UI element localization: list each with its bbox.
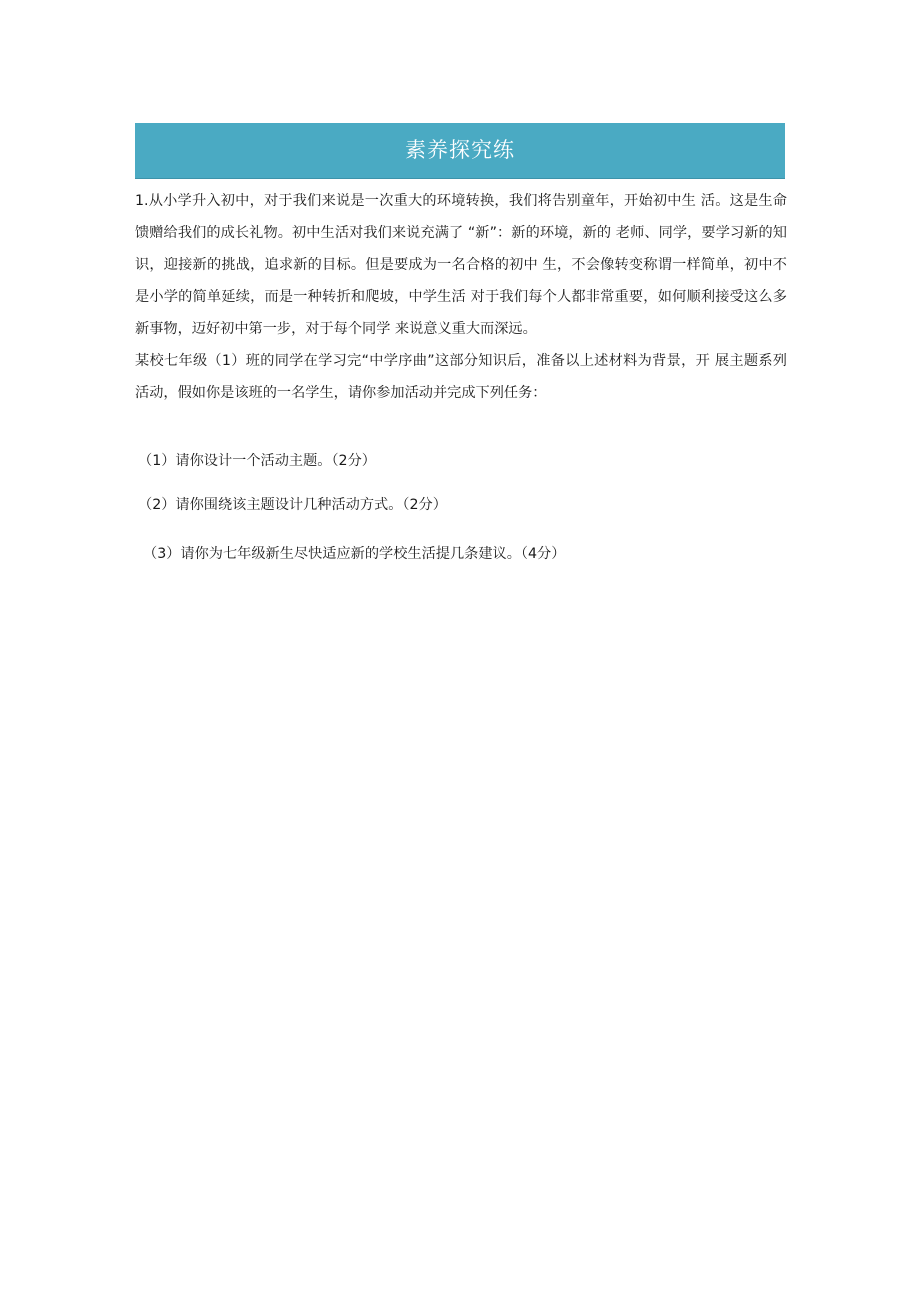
task-item-3: （3）请你为七年级新生尽快适应新的学校生活提几条建议。（4分） [143, 546, 566, 562]
task-item-2: （2）请你围绕该主题设计几种活动方式。（2分） [138, 497, 447, 513]
section-banner [135, 123, 785, 179]
question-context-paragraph: 某校七年级（1）班的同学在学习完“中学序曲”这部分知识后，准备以上述材料为背景，开 展主题系列活动，假如你是该班的一名学生，请你参加活动并完成下列任务： [135, 353, 787, 401]
question-block [135, 183, 787, 562]
question-intro-paragraph: 1.从小学升入初中，对于我们来说是一次重大的环境转换，我们将告别童年，开始初中生 活。这是生命馈赠给我们的成长礼物。初中生活对我们来说充满了 “新”：新的环境，新的 老师、同学，要学习新的知识，迎接新的挑战，追求新的目标。但是要成为一名合格的初中 生，不会像转变称谓一样简单，初中不是小学的简单延续，而是一种转折和爬坡，中学生活 对于我们每个人都非常重要，如何顺利接受这么多新事物，迈好初中第一步，对于每个同学 来说意义重大而深远。 [135, 193, 787, 337]
section-title: 素养探究练 [405, 137, 515, 162]
task-item-1: （1）请你设计一个活动主题。（2分） [138, 453, 376, 469]
